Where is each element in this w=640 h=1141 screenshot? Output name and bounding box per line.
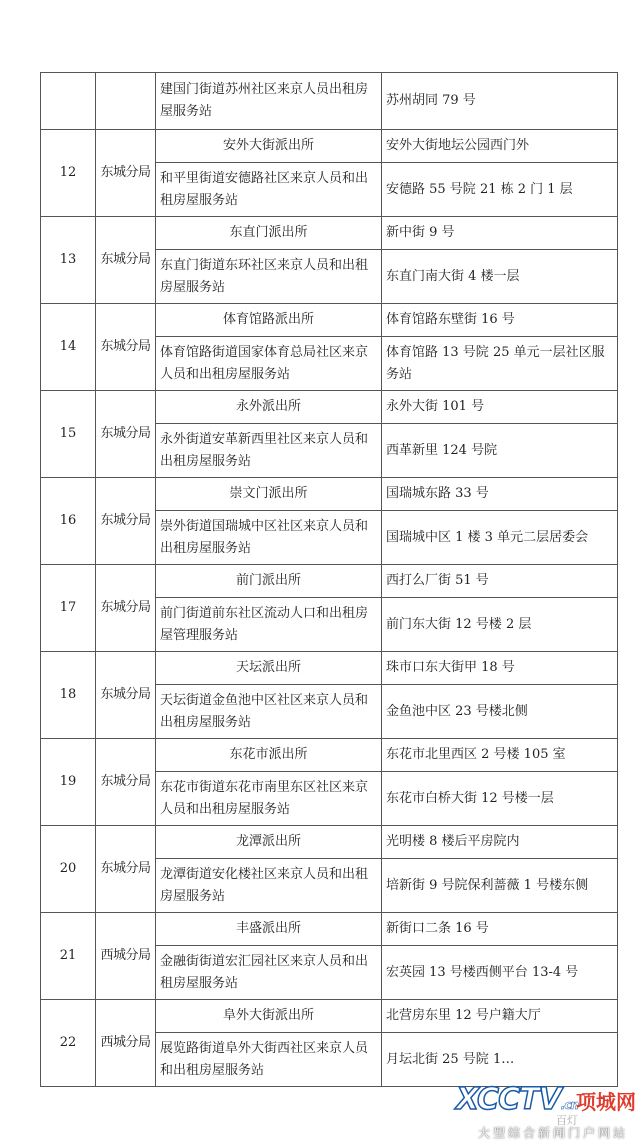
entry-number: 17 xyxy=(41,565,96,652)
service-station-name: 东直门街道东环社区来京人员和出租房屋服务站 xyxy=(156,250,382,304)
table-row xyxy=(41,826,618,859)
service-station-name: 龙潭街道安化楼社区来京人员和出租房屋服务站 xyxy=(156,859,382,913)
service-station-address: 国瑞城中区 1 楼 3 单元二层居委会 xyxy=(382,511,618,565)
police-station-name: 阜外大街派出所 xyxy=(156,1000,382,1033)
service-station-address: 东花市白桥大街 12 号楼一层 xyxy=(382,772,618,826)
entry-number: 16 xyxy=(41,478,96,565)
table-row xyxy=(41,478,618,511)
service-station-name: 东花市街道东花市南里东区社区来京人员和出租房屋服务站 xyxy=(156,772,382,826)
table-cell-no xyxy=(41,73,96,130)
police-station-name: 安外大街派出所 xyxy=(156,130,382,163)
service-station-name: 建国门街道苏州社区来京人员出租房屋服务站 xyxy=(156,73,382,130)
police-station-address: 新中街 9 号 xyxy=(382,217,618,250)
police-station-address: 西打么厂街 51 号 xyxy=(382,565,618,598)
service-station-name: 前门街道前东社区流动人口和出租房屋管理服务站 xyxy=(156,598,382,652)
entry-number: 21 xyxy=(41,913,96,1000)
service-station-name: 金融街街道宏汇园社区来京人员和出租房屋服务站 xyxy=(156,946,382,1000)
bureau-name: 东城分局 xyxy=(96,304,156,391)
entry-number: 15 xyxy=(41,391,96,478)
watermark-site-name: 项城网 xyxy=(576,1090,636,1114)
police-station-address: 安外大街地坛公园西门外 xyxy=(382,130,618,163)
police-station-table xyxy=(40,72,618,1087)
table-row xyxy=(41,130,618,163)
service-station-address: 体育馆路 13 号院 25 单元一层社区服务站 xyxy=(382,337,618,391)
bureau-name: 东城分局 xyxy=(96,217,156,304)
watermark-sub: 百灯 xyxy=(556,1114,578,1127)
police-station-name: 东直门派出所 xyxy=(156,217,382,250)
site-watermark xyxy=(448,1078,638,1140)
watermark-slogan: 大型综合新闻门户网站 xyxy=(478,1126,629,1140)
bureau-name: 东城分局 xyxy=(96,739,156,826)
bureau-name: 东城分局 xyxy=(96,826,156,913)
entry-number: 13 xyxy=(41,217,96,304)
table-row xyxy=(41,1000,618,1033)
police-station-address: 国瑞城东路 33 号 xyxy=(382,478,618,511)
police-station-name: 崇文门派出所 xyxy=(156,478,382,511)
table-row xyxy=(41,304,618,337)
entry-number: 14 xyxy=(41,304,96,391)
police-station-name: 永外派出所 xyxy=(156,391,382,424)
police-station-address: 新街口二条 16 号 xyxy=(382,913,618,946)
bureau-name: 东城分局 xyxy=(96,391,156,478)
entry-number: 18 xyxy=(41,652,96,739)
service-station-name: 体育馆路街道国家体育总局社区来京人员和出租房屋服务站 xyxy=(156,337,382,391)
police-station-name: 丰盛派出所 xyxy=(156,913,382,946)
police-station-address: 光明楼 8 楼后平房院内 xyxy=(382,826,618,859)
service-station-name: 展览路街道阜外大街西社区来京人员和出租房屋服务站 xyxy=(156,1033,382,1087)
service-station-address: 月坛北街 25 号院 1… xyxy=(382,1033,618,1087)
police-station-name: 东花市派出所 xyxy=(156,739,382,772)
police-station-name: 前门派出所 xyxy=(156,565,382,598)
entry-number: 19 xyxy=(41,739,96,826)
bureau-name: 西城分局 xyxy=(96,1000,156,1087)
service-station-address: 培新街 9 号院保利蔷薇 1 号楼东侧 xyxy=(382,859,618,913)
table-row xyxy=(41,565,618,598)
bureau-name: 西城分局 xyxy=(96,913,156,1000)
police-station-address: 永外大街 101 号 xyxy=(382,391,618,424)
table-row xyxy=(41,73,618,130)
table-row xyxy=(41,739,618,772)
police-station-name: 天坛派出所 xyxy=(156,652,382,685)
service-station-address: 宏英园 13 号楼西侧平台 13-4 号 xyxy=(382,946,618,1000)
police-station-address: 东花市北里西区 2 号楼 105 室 xyxy=(382,739,618,772)
service-station-address: 金鱼池中区 23 号楼北侧 xyxy=(382,685,618,739)
table-container xyxy=(40,72,618,1087)
table-cell-bureau xyxy=(96,73,156,130)
table-row xyxy=(41,652,618,685)
bureau-name: 东城分局 xyxy=(96,478,156,565)
service-station-name: 天坛街道金鱼池中区社区来京人员和出租房屋服务站 xyxy=(156,685,382,739)
entry-number: 22 xyxy=(41,1000,96,1087)
service-station-address: 前门东大街 12 号楼 2 层 xyxy=(382,598,618,652)
service-station-address: 西革新里 124 号院 xyxy=(382,424,618,478)
service-station-name: 崇外街道国瑞城中区社区来京人员和出租房屋服务站 xyxy=(156,511,382,565)
entry-number: 12 xyxy=(41,130,96,217)
police-station-name: 体育馆路派出所 xyxy=(156,304,382,337)
table-row xyxy=(41,217,618,250)
table-row xyxy=(41,913,618,946)
service-station-address: 苏州胡同 79 号 xyxy=(382,73,618,130)
police-station-address: 体育馆路东壁街 16 号 xyxy=(382,304,618,337)
bureau-name: 东城分局 xyxy=(96,130,156,217)
police-station-address: 北营房东里 12 号户籍大厅 xyxy=(382,1000,618,1033)
watermark-logo: XCCTV.cn xyxy=(456,1082,578,1117)
service-station-name: 永外街道安革新西里社区来京人员和出租房屋服务站 xyxy=(156,424,382,478)
service-station-name: 和平里街道安德路社区来京人员和出租房屋服务站 xyxy=(156,163,382,217)
service-station-address: 东直门南大街 4 楼一层 xyxy=(382,250,618,304)
table-row xyxy=(41,391,618,424)
entry-number: 20 xyxy=(41,826,96,913)
police-station-name: 龙潭派出所 xyxy=(156,826,382,859)
service-station-address: 安德路 55 号院 21 栋 2 门 1 层 xyxy=(382,163,618,217)
bureau-name: 东城分局 xyxy=(96,652,156,739)
police-station-address: 珠市口东大街甲 18 号 xyxy=(382,652,618,685)
bureau-name: 东城分局 xyxy=(96,565,156,652)
